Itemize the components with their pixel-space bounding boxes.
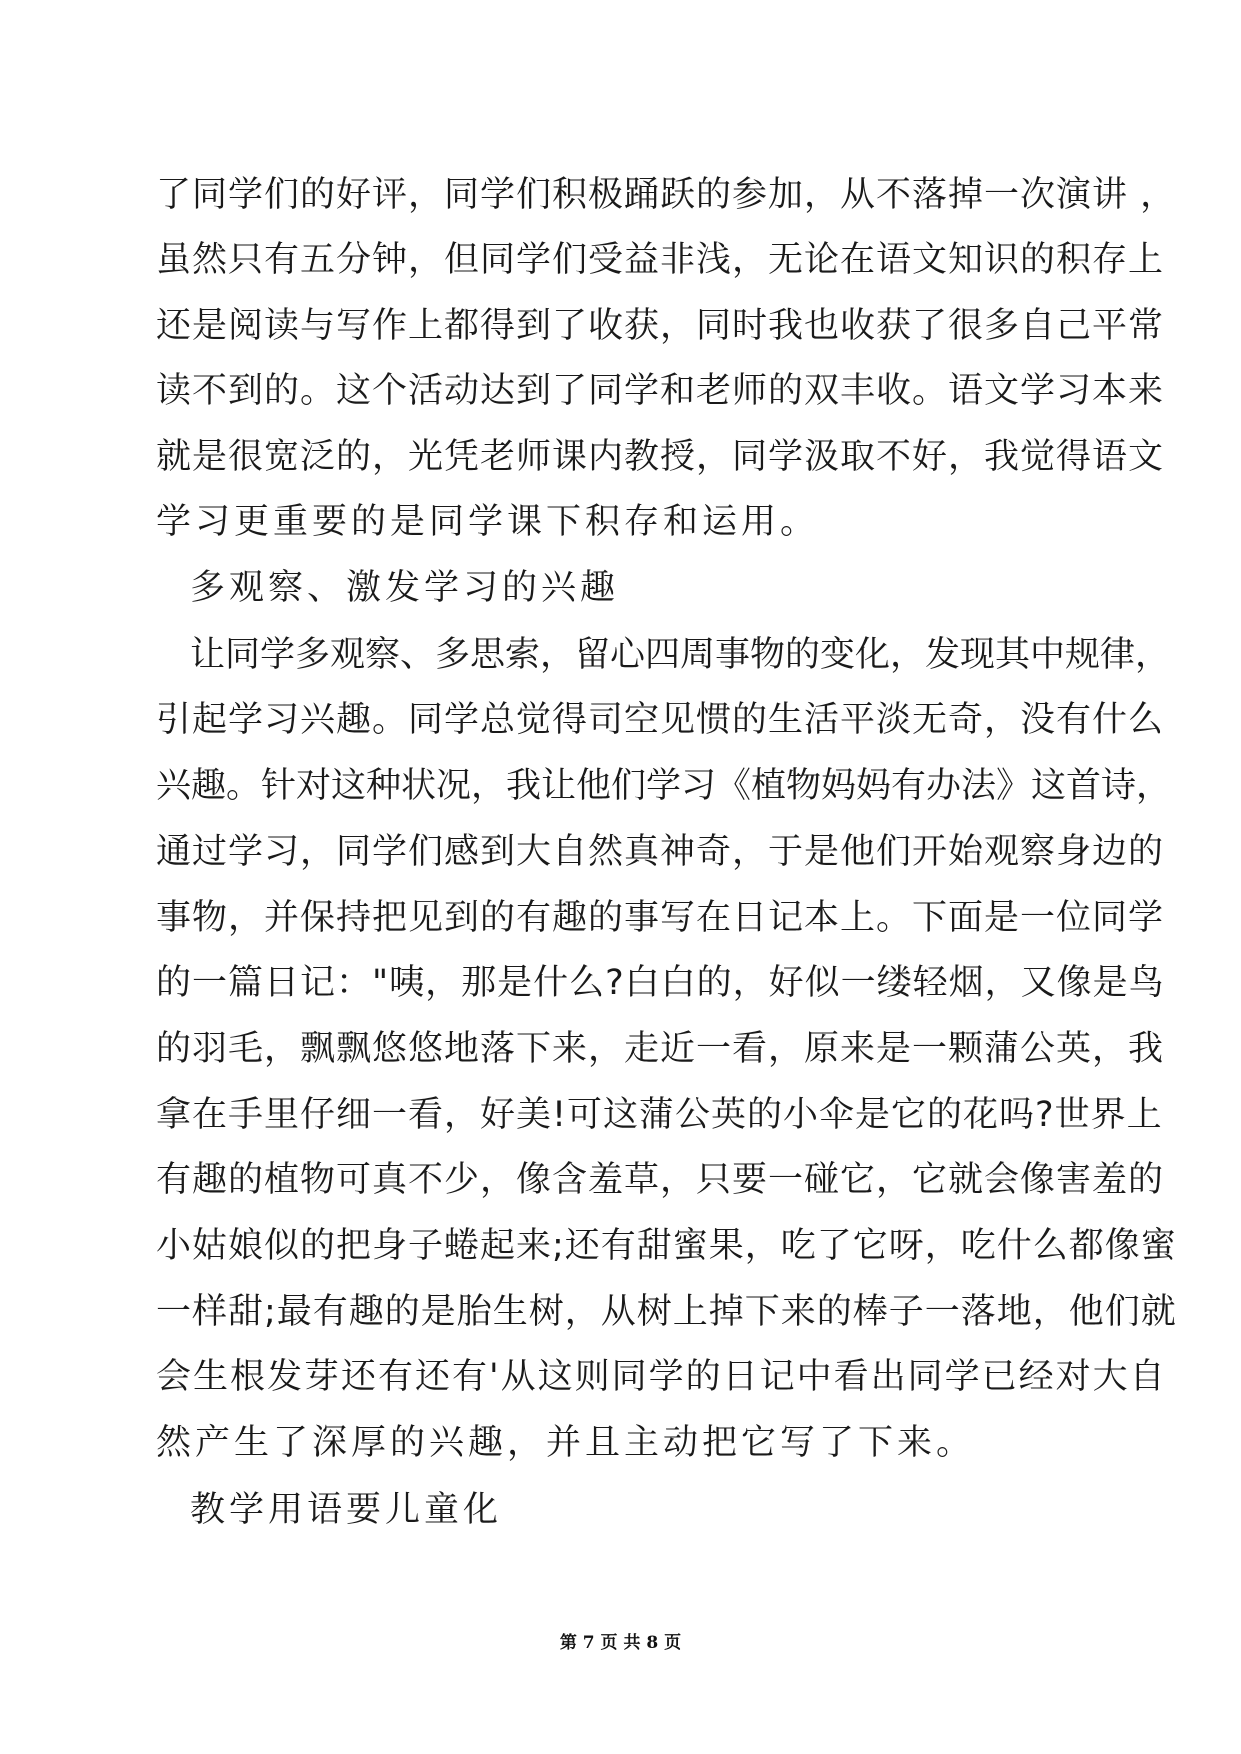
section-heading: 多观察、激发学习的兴趣 [190, 568, 620, 608]
body-line: 了同学们的好评，同学们积极踊跃的参加，从不落掉一次演讲 ， [156, 175, 1177, 215]
body-line: 拿在手里仔细一看，好美!可这蒲公英的小伞是它的花吗?世界上 [156, 1095, 1163, 1135]
body-line: 小姑娘似的把身子蜷起来;还有甜蜜果，吃了它呀，吃什么都像蜜 [156, 1226, 1177, 1266]
body-line: 引起学习兴趣。同学总觉得司空见惯的生活平淡无奇，没有什么 [156, 700, 1165, 740]
section-heading: 教学用语要儿童化 [190, 1490, 503, 1530]
body-line: 事物，并保持把见到的有趣的事写在日记本上。下面是一位同学 [156, 898, 1165, 938]
page-number-footer: 第 7 页 共 8 页 [559, 1633, 682, 1653]
body-line: 学习更重要的是同学课下积存和运用。 [156, 502, 820, 542]
body-line: 通过学习，同学们感到大自然真神奇，于是他们开始观察身边的 [156, 832, 1165, 872]
body-line: 让同学多观察、多思索，留心四周事物的变化，发现其中规律， [190, 635, 1171, 675]
body-line: 有趣的植物可真不少，像含羞草，只要一碰它，它就会像害羞的 [156, 1160, 1165, 1200]
body-line: 就是很宽泛的，光凭老师课内教授，同学汲取不好，我觉得语文 [156, 437, 1165, 477]
body-line: 然产生了深厚的兴趣，并且主动把它写了下来。 [156, 1423, 976, 1463]
body-line: 一样甜;最有趣的是胎生树，从树上掉下来的棒子一落地，他们就 [156, 1292, 1177, 1332]
body-line: 兴趣。针对这种状况，我让他们学习《植物妈妈有办法》这首诗， [156, 766, 1172, 806]
body-line: 的羽毛，飘飘悠悠地落下来，走近一看，原来是一颗蒲公英，我 [156, 1029, 1165, 1069]
body-line: 还是阅读与写作上都得到了收获，同时我也收获了很多自己平常 [156, 306, 1165, 346]
body-line: 读不到的。这个活动达到了同学和老师的双丰收。语文学习本来 [156, 371, 1165, 411]
body-line: 的一篇日记："咦，那是什么?白白的，好似一缕轻烟，又像是鸟 [156, 963, 1165, 1003]
body-line: 会生根发芽还有还有'从这则同学的日记中看出同学已经对大自 [156, 1357, 1167, 1397]
body-line: 虽然只有五分钟，但同学们受益非浅，无论在语文知识的积存上 [156, 240, 1165, 280]
